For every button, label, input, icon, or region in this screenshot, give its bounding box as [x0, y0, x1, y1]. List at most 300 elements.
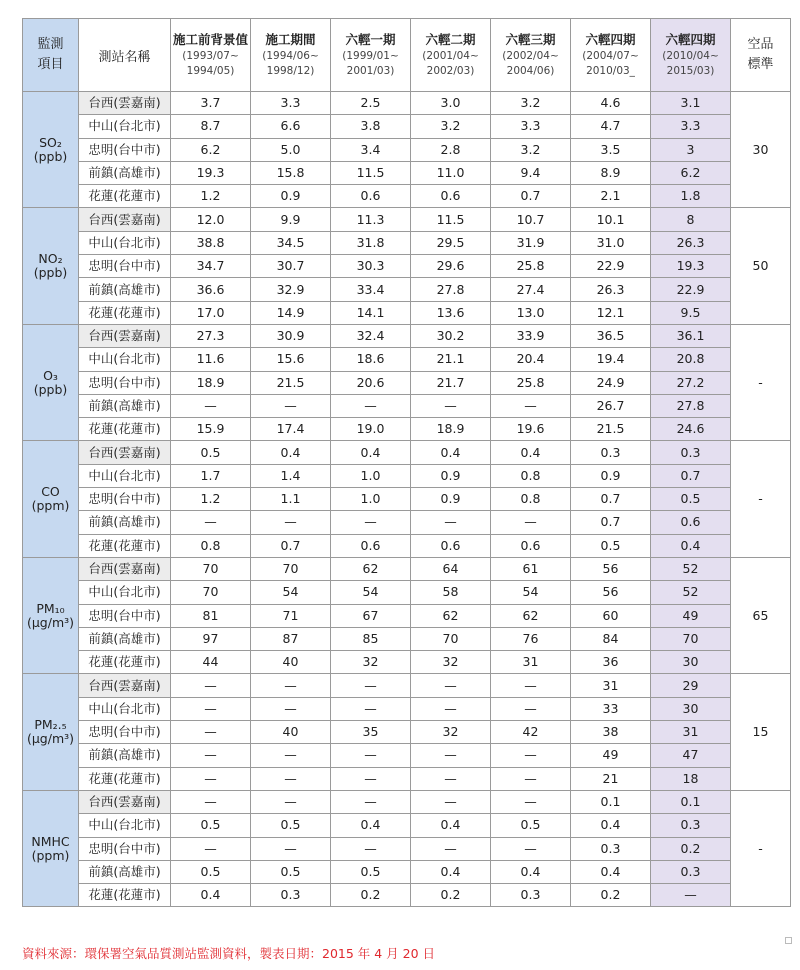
station-name: 花蓮(花蓮市) [79, 767, 171, 790]
value-cell: 26.7 [571, 394, 651, 417]
period-end: 1998/12) [266, 64, 315, 77]
pollutant-label-line: (ppb) [33, 381, 68, 397]
station-name: 中山(台北市) [79, 464, 171, 487]
value-cell: 3.2 [491, 92, 571, 115]
value-cell: 44 [171, 651, 251, 674]
value-cell: 36.1 [651, 324, 731, 347]
value-cell: 0.4 [331, 441, 411, 464]
value-cell: 0.9 [411, 464, 491, 487]
header-standard [731, 19, 791, 92]
value-cell: 0.7 [651, 464, 731, 487]
value-cell: 0.9 [571, 464, 651, 487]
value-cell: 0.2 [571, 884, 651, 907]
value-cell: 25.8 [491, 371, 571, 394]
header-period-2 [251, 19, 331, 92]
value-cell: 56 [571, 581, 651, 604]
station-name: 台西(雲嘉南) [79, 92, 171, 115]
value-cell: 0.6 [411, 534, 491, 557]
value-cell: 0.7 [251, 534, 331, 557]
value-cell: 0.2 [331, 884, 411, 907]
value-cell: 32.9 [251, 278, 331, 301]
station-name: 忠明(台中市) [79, 837, 171, 860]
value-cell: 1.2 [171, 488, 251, 511]
value-cell: — [171, 511, 251, 534]
station-name: 台西(雲嘉南) [79, 674, 171, 697]
source-footnote: 資料來源：環保署空氣品質測站監測資料，製表日期：2015 年 4 月 20 日 [22, 946, 436, 961]
value-cell: 0.8 [491, 488, 571, 511]
value-cell: 12.1 [571, 301, 651, 324]
value-cell: 0.3 [491, 884, 571, 907]
pollutant-label-line: PM₂.₅ [34, 717, 67, 733]
station-name: 前鎮(高雄市) [79, 394, 171, 417]
value-cell: — [171, 790, 251, 813]
table-row [23, 511, 791, 534]
value-cell: 0.5 [171, 814, 251, 837]
value-cell: 9.9 [251, 208, 331, 231]
value-cell: 4.7 [571, 115, 651, 138]
value-cell: — [171, 837, 251, 860]
value-cell: 6.2 [171, 138, 251, 161]
value-cell: 15.9 [171, 418, 251, 441]
value-cell: 42 [491, 721, 571, 744]
table-row [23, 488, 791, 511]
value-cell: 0.7 [491, 185, 571, 208]
value-cell: 11.3 [331, 208, 411, 231]
value-cell: 29 [651, 674, 731, 697]
value-cell: 13.0 [491, 301, 571, 324]
value-cell: 14.9 [251, 301, 331, 324]
station-name: 台西(雲嘉南) [79, 790, 171, 813]
value-cell: 49 [571, 744, 651, 767]
value-cell: 32 [331, 651, 411, 674]
pollutant-label-line: NO₂ [38, 251, 63, 267]
value-cell: 24.6 [651, 418, 731, 441]
header-pollutant [23, 19, 79, 92]
value-cell: 0.1 [571, 790, 651, 813]
pollutant-label-line: SO₂ [39, 134, 62, 150]
value-cell: — [251, 767, 331, 790]
value-cell: 11.5 [411, 208, 491, 231]
period-name: 施工期間 [265, 31, 316, 47]
value-cell: 14.1 [331, 301, 411, 324]
table-header [23, 19, 791, 92]
value-cell: 0.6 [491, 534, 571, 557]
value-cell: 32 [411, 651, 491, 674]
header-standard-line1: 空品 [747, 37, 774, 52]
period-end: 2002/03) [426, 64, 475, 77]
value-cell: 3.3 [491, 115, 571, 138]
table-body [23, 92, 791, 907]
value-cell: 0.5 [571, 534, 651, 557]
value-cell: 70 [251, 557, 331, 580]
pollutant-label-line: (ppb) [33, 265, 68, 281]
value-cell: 27.2 [651, 371, 731, 394]
value-cell: 36 [571, 651, 651, 674]
value-cell: 0.7 [571, 488, 651, 511]
table-row [23, 721, 791, 744]
value-cell: 0.3 [651, 441, 731, 464]
value-cell: 62 [331, 557, 411, 580]
station-name: 花蓮(花蓮市) [79, 651, 171, 674]
table-row [23, 208, 791, 231]
value-cell: — [251, 394, 331, 417]
pollutant-label-line: (ppm) [31, 847, 70, 863]
value-cell: 70 [171, 557, 251, 580]
value-cell: — [171, 721, 251, 744]
value-cell: 31 [491, 651, 571, 674]
value-cell: 22.9 [571, 255, 651, 278]
station-name: 前鎮(高雄市) [79, 744, 171, 767]
table-row [23, 348, 791, 371]
table-row [23, 767, 791, 790]
standard-value: - [731, 324, 791, 440]
standard-value: 65 [731, 557, 791, 673]
table-row [23, 837, 791, 860]
value-cell: 40 [251, 721, 331, 744]
value-cell: 1.1 [251, 488, 331, 511]
value-cell: 3.2 [411, 115, 491, 138]
table-row [23, 557, 791, 580]
value-cell: — [491, 394, 571, 417]
value-cell: — [171, 394, 251, 417]
value-cell: — [491, 790, 571, 813]
value-cell: — [331, 674, 411, 697]
value-cell: — [251, 790, 331, 813]
value-cell: 70 [411, 627, 491, 650]
value-cell: 0.3 [651, 860, 731, 883]
value-cell: 0.4 [491, 441, 571, 464]
table-row [23, 534, 791, 557]
station-name: 花蓮(花蓮市) [79, 185, 171, 208]
period-end: 2010/03_ [586, 64, 635, 77]
value-cell: 0.5 [491, 814, 571, 837]
period-start: (2004/07~ [582, 49, 639, 62]
station-name: 花蓮(花蓮市) [79, 534, 171, 557]
value-cell: — [251, 744, 331, 767]
value-cell: 21.5 [251, 371, 331, 394]
value-cell: 36.5 [571, 324, 651, 347]
value-cell: 0.4 [571, 860, 651, 883]
station-name: 忠明(台中市) [79, 138, 171, 161]
value-cell: — [651, 884, 731, 907]
value-cell: 0.2 [651, 837, 731, 860]
value-cell: 29.6 [411, 255, 491, 278]
value-cell: 70 [171, 581, 251, 604]
pollutant-label [23, 790, 79, 906]
value-cell: 31.8 [331, 231, 411, 254]
value-cell: 0.7 [571, 511, 651, 534]
value-cell: — [411, 511, 491, 534]
value-cell: 19.0 [331, 418, 411, 441]
value-cell: 0.6 [411, 185, 491, 208]
period-name: 六輕四期 [585, 31, 636, 47]
value-cell: — [411, 697, 491, 720]
value-cell: 32.4 [331, 324, 411, 347]
table-row [23, 744, 791, 767]
value-cell: 1.0 [331, 488, 411, 511]
table-row [23, 884, 791, 907]
value-cell: 11.6 [171, 348, 251, 371]
value-cell: 27.3 [171, 324, 251, 347]
period-start: (1993/07~ [182, 49, 239, 62]
value-cell: — [411, 790, 491, 813]
value-cell: 81 [171, 604, 251, 627]
value-cell: — [171, 767, 251, 790]
table-row [23, 324, 791, 347]
value-cell: 20.4 [491, 348, 571, 371]
value-cell: 5.0 [251, 138, 331, 161]
station-name: 前鎮(高雄市) [79, 511, 171, 534]
value-cell: — [171, 744, 251, 767]
value-cell: 30.9 [251, 324, 331, 347]
value-cell: 31.0 [571, 231, 651, 254]
pollutant-label-line: PM₁₀ [36, 600, 65, 616]
value-cell: 85 [331, 627, 411, 650]
value-cell: 29.5 [411, 231, 491, 254]
value-cell: 47 [651, 744, 731, 767]
period-start: (2001/04~ [422, 49, 479, 62]
value-cell: — [171, 697, 251, 720]
station-name: 中山(台北市) [79, 814, 171, 837]
station-name: 忠明(台中市) [79, 488, 171, 511]
air-quality-table [22, 18, 791, 907]
header-period-6 [571, 19, 651, 92]
table-row [23, 301, 791, 324]
value-cell: 20.6 [331, 371, 411, 394]
value-cell: 52 [651, 581, 731, 604]
value-cell: 33.4 [331, 278, 411, 301]
station-name: 忠明(台中市) [79, 371, 171, 394]
value-cell: 67 [331, 604, 411, 627]
header-site: 測站名稱 [79, 19, 171, 92]
table-row [23, 418, 791, 441]
value-cell: 0.2 [411, 884, 491, 907]
station-name: 忠明(台中市) [79, 604, 171, 627]
station-name: 花蓮(花蓮市) [79, 418, 171, 441]
value-cell: 0.4 [411, 814, 491, 837]
header-standard-line2: 標準 [747, 57, 774, 72]
value-cell: 9.5 [651, 301, 731, 324]
station-name: 中山(台北市) [79, 697, 171, 720]
header-period-5 [491, 19, 571, 92]
table-row [23, 674, 791, 697]
table-row [23, 255, 791, 278]
pollutant-label-line: (μg/m³) [26, 731, 75, 747]
value-cell: 36.6 [171, 278, 251, 301]
value-cell: 8.7 [171, 115, 251, 138]
value-cell: 22.9 [651, 278, 731, 301]
value-cell: 0.5 [331, 860, 411, 883]
value-cell: 1.7 [171, 464, 251, 487]
standard-value: 15 [731, 674, 791, 790]
station-name: 花蓮(花蓮市) [79, 884, 171, 907]
value-cell: 17.4 [251, 418, 331, 441]
value-cell: 3.3 [651, 115, 731, 138]
resize-handle [785, 937, 792, 944]
value-cell: 21.1 [411, 348, 491, 371]
value-cell: 9.4 [491, 161, 571, 184]
pollutant-label-line: O₃ [43, 367, 58, 383]
value-cell: 84 [571, 627, 651, 650]
station-name: 台西(雲嘉南) [79, 557, 171, 580]
value-cell: 38.8 [171, 231, 251, 254]
value-cell: 0.6 [331, 185, 411, 208]
period-end: 2004/06) [506, 64, 555, 77]
value-cell: — [491, 511, 571, 534]
value-cell: — [491, 697, 571, 720]
value-cell: 33 [571, 697, 651, 720]
pollutant-label-line: CO [41, 484, 60, 500]
station-name: 中山(台北市) [79, 348, 171, 371]
pollutant-label [23, 208, 79, 324]
value-cell: 18.9 [171, 371, 251, 394]
value-cell: 19.4 [571, 348, 651, 371]
station-name: 前鎮(高雄市) [79, 627, 171, 650]
pollutant-label [23, 92, 79, 208]
value-cell: 19.6 [491, 418, 571, 441]
value-cell: 30.7 [251, 255, 331, 278]
value-cell: 38 [571, 721, 651, 744]
pollutant-label [23, 557, 79, 673]
value-cell: 0.1 [651, 790, 731, 813]
pollutant-label [23, 324, 79, 440]
period-name: 六輕三期 [505, 31, 556, 47]
value-cell: 1.8 [651, 185, 731, 208]
value-cell: 3.7 [171, 92, 251, 115]
value-cell: 40 [251, 651, 331, 674]
header-pollutant-line1: 監測 [37, 37, 64, 52]
header-pollutant-line2: 項目 [37, 57, 64, 72]
table-row [23, 231, 791, 254]
value-cell: 0.4 [491, 860, 571, 883]
value-cell: 62 [491, 604, 571, 627]
value-cell: 54 [251, 581, 331, 604]
value-cell: 70 [651, 627, 731, 650]
station-name: 中山(台北市) [79, 115, 171, 138]
pollutant-label-line: (ppm) [31, 498, 70, 514]
value-cell: 0.5 [251, 860, 331, 883]
period-end: 2015/03) [666, 64, 715, 77]
value-cell: — [251, 697, 331, 720]
table-row [23, 464, 791, 487]
period-name: 六輕四期 [665, 31, 716, 47]
value-cell: 0.8 [491, 464, 571, 487]
value-cell: 56 [571, 557, 651, 580]
station-name: 中山(台北市) [79, 581, 171, 604]
value-cell: 21.7 [411, 371, 491, 394]
pollutant-label [23, 674, 79, 790]
header-period-4 [411, 19, 491, 92]
table-row [23, 441, 791, 464]
period-start: (2002/04~ [502, 49, 559, 62]
value-cell: 0.4 [251, 441, 331, 464]
table-row [23, 604, 791, 627]
value-cell: 0.3 [251, 884, 331, 907]
value-cell: 30 [651, 651, 731, 674]
value-cell: 30.3 [331, 255, 411, 278]
table-row [23, 697, 791, 720]
pollutant-label-line: NMHC [31, 833, 70, 849]
table-row [23, 371, 791, 394]
period-start: (1994/06~ [262, 49, 319, 62]
period-start: (2010/04~ [662, 49, 719, 62]
header-period-3 [331, 19, 411, 92]
value-cell: 2.1 [571, 185, 651, 208]
value-cell: 3.1 [651, 92, 731, 115]
standard-value: - [731, 790, 791, 906]
value-cell: 0.4 [331, 814, 411, 837]
value-cell: 54 [331, 581, 411, 604]
value-cell: 21 [571, 767, 651, 790]
period-end: 2001/03) [346, 64, 395, 77]
value-cell: 0.4 [411, 860, 491, 883]
value-cell: 11.0 [411, 161, 491, 184]
table-row [23, 627, 791, 650]
value-cell: 8 [651, 208, 731, 231]
value-cell: 3.3 [251, 92, 331, 115]
pollutant-label-line: (ppb) [33, 148, 68, 164]
value-cell: 21.5 [571, 418, 651, 441]
value-cell: 0.6 [331, 534, 411, 557]
value-cell: — [331, 767, 411, 790]
value-cell: 4.6 [571, 92, 651, 115]
period-name: 六輕二期 [425, 31, 476, 47]
value-cell: 0.9 [251, 185, 331, 208]
value-cell: — [331, 394, 411, 417]
table-row [23, 138, 791, 161]
value-cell: 0.3 [651, 814, 731, 837]
value-cell: 0.5 [651, 488, 731, 511]
value-cell: 87 [251, 627, 331, 650]
value-cell: 49 [651, 604, 731, 627]
table-row [23, 115, 791, 138]
period-end: 1994/05) [186, 64, 235, 77]
station-name: 忠明(台中市) [79, 721, 171, 744]
value-cell: 10.1 [571, 208, 651, 231]
value-cell: 35 [331, 721, 411, 744]
value-cell: 13.6 [411, 301, 491, 324]
table-row [23, 814, 791, 837]
period-start: (1999/01~ [342, 49, 399, 62]
value-cell: 12.0 [171, 208, 251, 231]
station-name: 前鎮(高雄市) [79, 860, 171, 883]
value-cell: — [491, 744, 571, 767]
table-row [23, 278, 791, 301]
value-cell: 15.6 [251, 348, 331, 371]
value-cell: 32 [411, 721, 491, 744]
value-cell: 54 [491, 581, 571, 604]
station-name: 前鎮(高雄市) [79, 161, 171, 184]
value-cell: 27.4 [491, 278, 571, 301]
value-cell: 3 [651, 138, 731, 161]
header-period-7 [651, 19, 731, 92]
value-cell: 1.4 [251, 464, 331, 487]
value-cell: 0.4 [411, 441, 491, 464]
value-cell: — [331, 744, 411, 767]
standard-value: 50 [731, 208, 791, 324]
value-cell: 0.3 [571, 441, 651, 464]
station-name: 台西(雲嘉南) [79, 441, 171, 464]
value-cell: 61 [491, 557, 571, 580]
value-cell: — [491, 837, 571, 860]
value-cell: 19.3 [171, 161, 251, 184]
value-cell: 52 [651, 557, 731, 580]
table-row [23, 581, 791, 604]
period-name: 六輕一期 [345, 31, 396, 47]
value-cell: 18.9 [411, 418, 491, 441]
value-cell: 3.4 [331, 138, 411, 161]
value-cell: 0.5 [171, 441, 251, 464]
